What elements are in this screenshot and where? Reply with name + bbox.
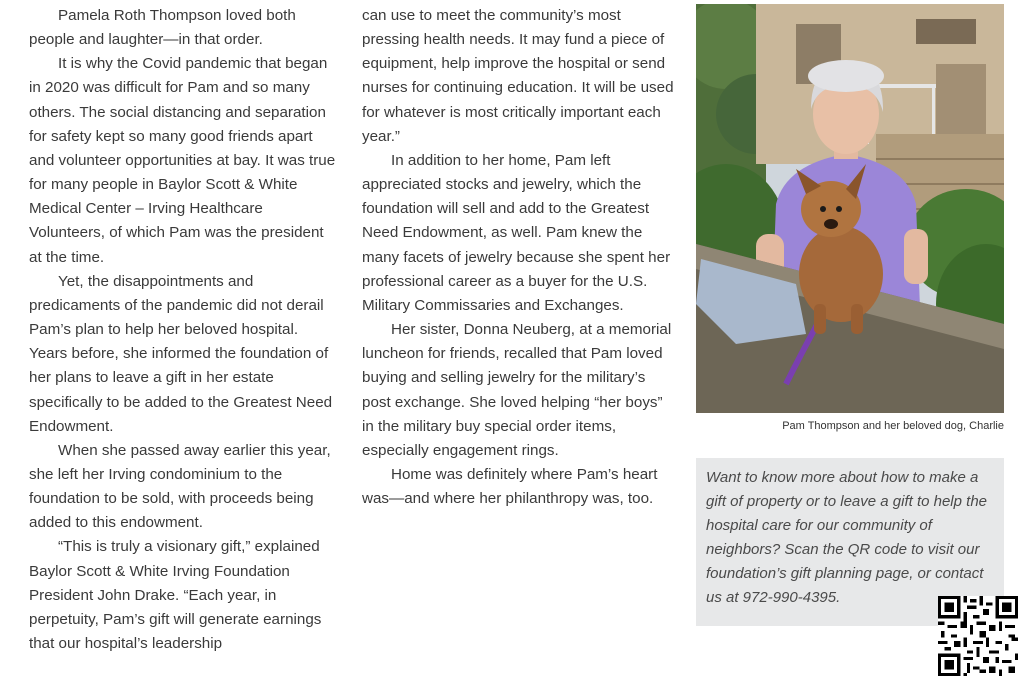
paragraph: “This is truly a visionary gift,” explained Baylor Scott & White Irving Foundation President John Drake. “Each year, in perpetuity, Pam’s gift will generate earnings that our hospital’s leadership <box>29 538 322 653</box>
paragraph-continuation: can use to meet the community’s most pressing health needs. It may fund a piece of equipment, help improve the hospital or send nurses for continuing education. It will be used for whatever is most critically important each year.” <box>362 7 674 145</box>
paragraph: Home was definitely where Pam’s heart was—and where her philanthropy was, too. <box>362 465 658 508</box>
paragraph: In addition to her home, Pam left appreciated stocks and jewelry, which the foundation will sell and add to the Greatest Need Endowment, as well. Pam knew the many facets of jewelry because she spent her professional career as a buyer for the U.S. Military Commissaries and Exchanges. <box>362 151 671 314</box>
article-column-1 <box>29 4 339 656</box>
paragraph: Yet, the disappointments and predicaments of the pandemic did not derail Pam’s plan to help her beloved hospital. Years before, she informed the foundation of her plans to leave a gift in her estate specifically to be added to the Greatest Need Endowment. <box>29 272 333 435</box>
paragraph: Pamela Roth Thompson loved both people and laughter—in that order. <box>29 7 296 49</box>
paragraph: When she passed away earlier this year, she left her Irving condominium to the foundation to be sold, with proceeds being added to this endowment. <box>29 441 331 532</box>
photo-illustration <box>696 4 1004 413</box>
gift-planning-callout: Want to know more about how to make a gift of property or to leave a gift to help the hospital care for our community of neighbors? Scan the QR code to visit our foundation’s gift planning page, or contact us at 972-990-4395. <box>696 458 1004 626</box>
photo-pam-and-charlie <box>696 4 1004 413</box>
paragraph: It is why the Covid pandemic that began in 2020 was difficult for Pam and so many others. The social distancing and separation for safety kept so many good friends apart and volunteer opportunities at bay. It was true for many people in Baylor Scott & White Medical Center – Irving Healthcare Volunteers, of which Pam was the president at the time. <box>29 55 336 266</box>
qr-code-icon[interactable] <box>938 596 1018 676</box>
photo-caption: Pam Thompson and her beloved dog, Charlie <box>782 420 1004 432</box>
article-column-2 <box>362 4 674 511</box>
paragraph: Her sister, Donna Neuberg, at a memorial luncheon for friends, recalled that Pam loved buying and selling jewelry for the military’s post exchange. She loved helping “her boys” in the military buy special order items, especially engagement rings. <box>362 321 672 459</box>
